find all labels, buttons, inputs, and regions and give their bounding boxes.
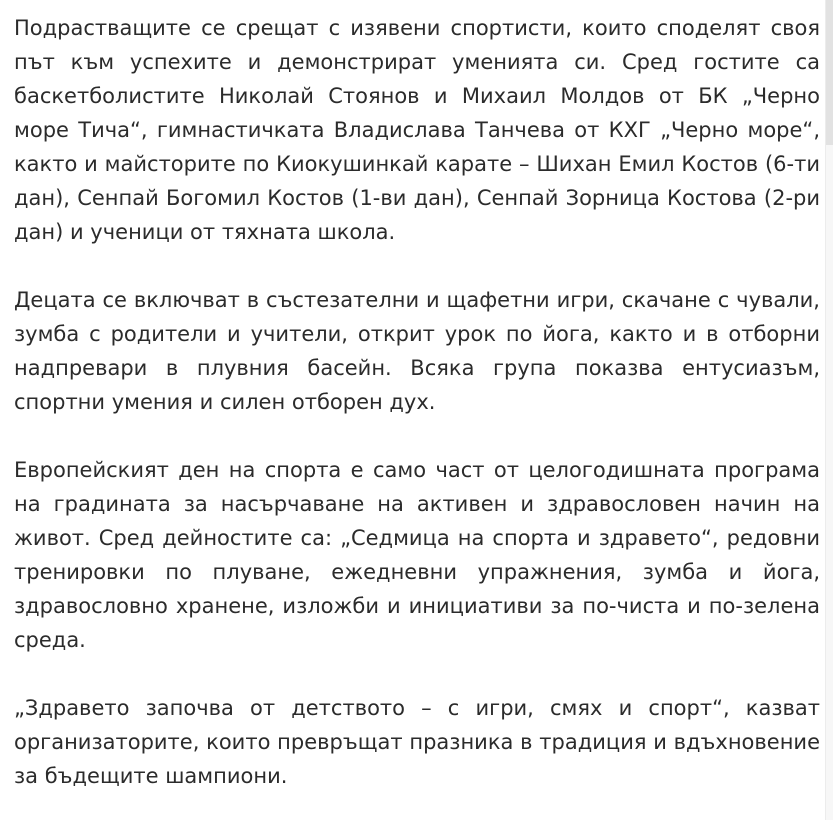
vertical-scrollbar[interactable]	[825, 0, 833, 820]
article-paragraph-3: Европейският ден на спорта е само част от целогодишната програма на градината за насърчаване на активен и здравословен начин на живот. Сред дейностите са: „Седмица на спорта и здравето“, редовни тренировки по плуване, ежедневни упражнения, зумба и йога, здравословно хранене, изложби и инициативи за по-чиста и по-зелена среда.	[14, 458, 820, 652]
article-paragraph-2: Децата се включват в състезателни и щафетни игри, скачане с чували, зумба с родители и учители, открит урок по йога, както и в отборни надпревари в плувния басейн. Всяка група показва ентусиазъм, спортни умения и силен отборен дух.	[14, 288, 820, 414]
article-paragraph-1: Подрастващите се срещат с изявени спортисти, които споделят своя път към успехите и демонстрират уменията си. Сред гостите са баскетболистите Николай Стоянов и Михаил Молдов от БК „Черно море Тича“, гимнастичката Владислава Танчева от КХГ „Черно море“, както и майсторите по Киокушинкай карате – Шихан Емил Костов (6-ти дан), Сенпай Богомил Костов (1-ви дан), Сенпай Зорница Костова (2-ри дан) и ученици от тяхната школа.	[14, 16, 820, 244]
article-paragraph-4: „Здравето започва от детството – с игри, смях и спорт“, казват организаторите, които превръщат празника в традиция и вдъхновение за бъдещите шампиони.	[14, 696, 820, 788]
scrollbar-thumb[interactable]	[826, 0, 833, 145]
article-body	[14, 11, 820, 793]
